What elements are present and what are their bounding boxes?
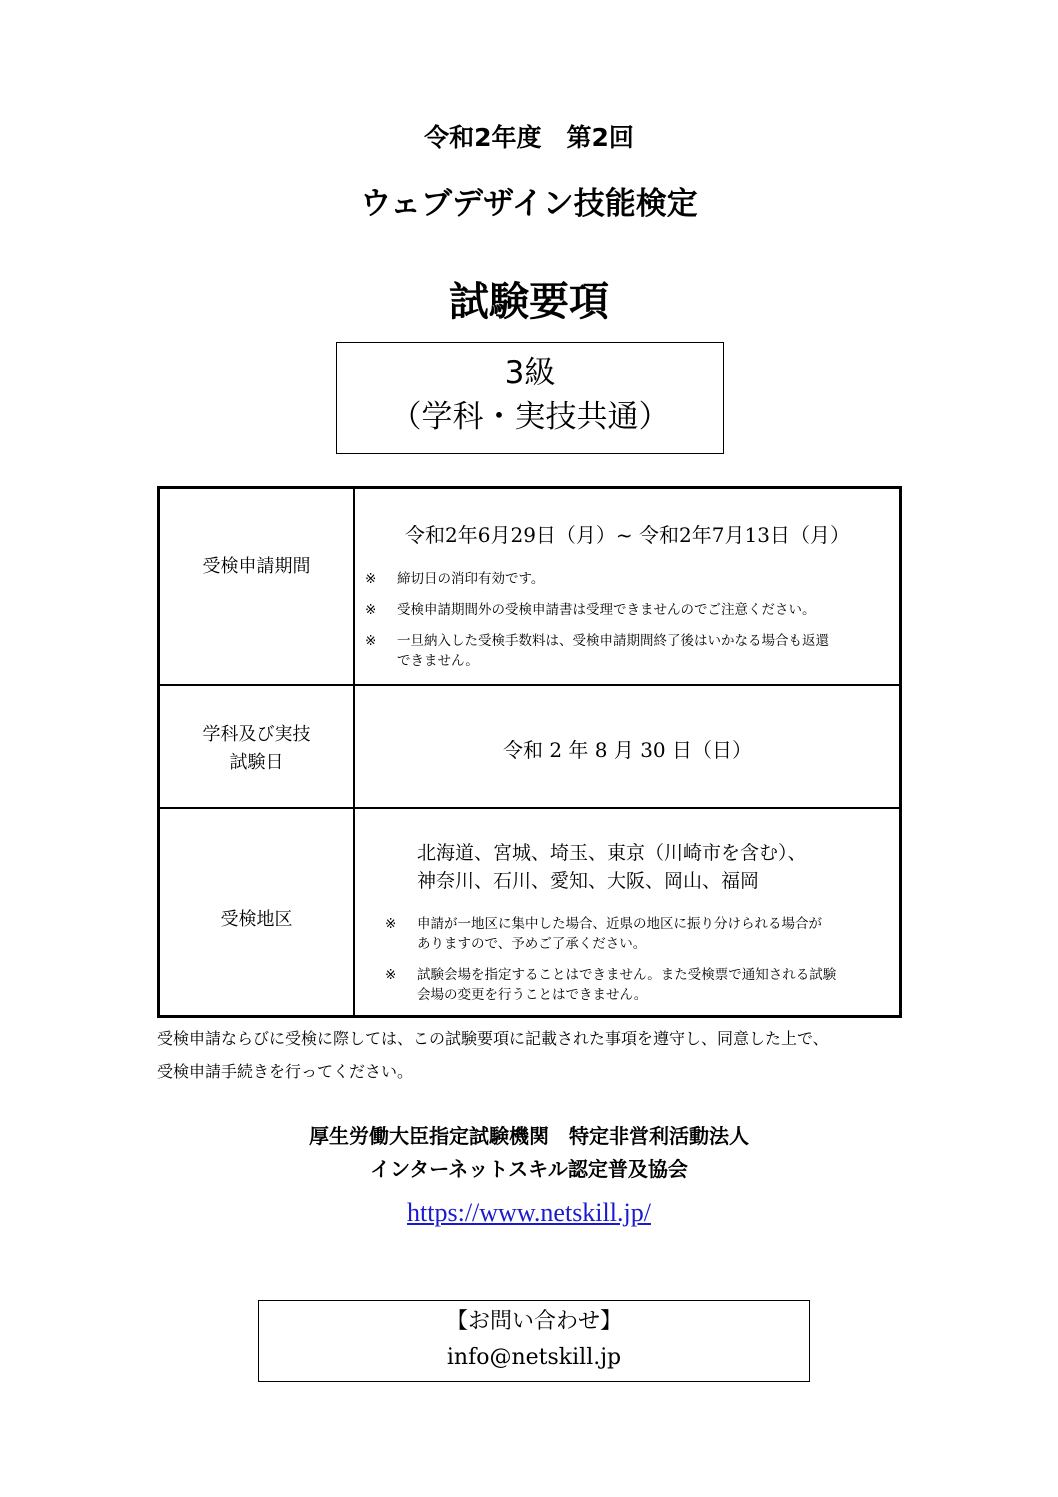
exam-date-value: 令和 2 年 8 月 30 日（日）: [502, 738, 753, 762]
row-divider: [160, 807, 899, 809]
grade-box: [336, 342, 724, 454]
note-text: 受検申請期間外の受検申請書は受理できませんのでご注意ください。: [397, 602, 816, 618]
note-text: ありますので、予めご了承ください。: [417, 936, 647, 952]
exam-year-round: 令和2年度 第2回: [424, 123, 634, 152]
note-text: 会場の変更を行うことはできません。: [417, 987, 648, 1003]
contact-title: 【お問い合わせ】: [445, 1309, 622, 1334]
org-name: インターネットスキル認定普及協会: [370, 1157, 688, 1181]
contact-email[interactable]: info@netskill.jp: [446, 1345, 622, 1370]
exam-region-value: [417, 839, 807, 895]
org-designation: 厚生労働大臣指定試験機関 特定非営利活動法人: [309, 1124, 749, 1148]
note-text: 試験会場を指定することはできません。また受検票で通知される試験: [417, 967, 837, 983]
note-text: 一旦納入した受検手数料は、受検申請期間終了後はいかなる場合も返還: [397, 633, 829, 649]
row-label-application-period: 受検申請期間: [202, 556, 311, 577]
exam-name: ウェブデザイン技能検定: [360, 186, 698, 222]
table-divider: [353, 489, 355, 1015]
note-text: 申請が一地区に集中した場合、近県の地区に振り分けられる場合が: [417, 916, 822, 932]
note-mark: ※: [365, 602, 377, 618]
region-line: 神奈川、石川、愛知、大阪、岡山、福岡: [417, 870, 760, 892]
grade-type: （学科・実技共通）: [390, 399, 670, 435]
website-link[interactable]: https://www.netskill.jp/: [407, 1198, 651, 1227]
note-mark: ※: [385, 916, 397, 932]
page-title: 試験要項: [449, 279, 609, 325]
application-period-value: 令和2年6月29日（月）~ 令和2年7月13日（月）: [405, 523, 850, 547]
note-text: 締切日の消印有効です。: [397, 571, 545, 587]
note-mark: ※: [385, 967, 397, 983]
agreement-line: 受検申請手続きを行ってください。: [157, 1062, 414, 1081]
agreement-line: 受検申請ならびに受検に際しては、この試験要項に記載された事項を遵守し、同意した上で、: [157, 1029, 829, 1048]
row-label-exam-region: 受検地区: [220, 909, 293, 930]
row-label-exam-date-line2: 試験日: [229, 752, 284, 773]
note-mark: ※: [365, 571, 377, 587]
region-line: 北海道、宮城、埼玉、東京（川崎市を含む）、: [417, 842, 807, 864]
row-divider: [160, 684, 899, 686]
info-table: [157, 486, 902, 1018]
note-text: できません。: [397, 653, 479, 669]
agreement-notice: [157, 1022, 917, 1088]
contact-box: [258, 1300, 810, 1382]
grade-level: 3級: [504, 355, 556, 391]
application-period-cell: [356, 519, 899, 548]
row-label-exam-date: 学科及び実技: [202, 724, 311, 745]
note-mark: ※: [365, 633, 377, 649]
exam-date-cell: [356, 734, 899, 763]
